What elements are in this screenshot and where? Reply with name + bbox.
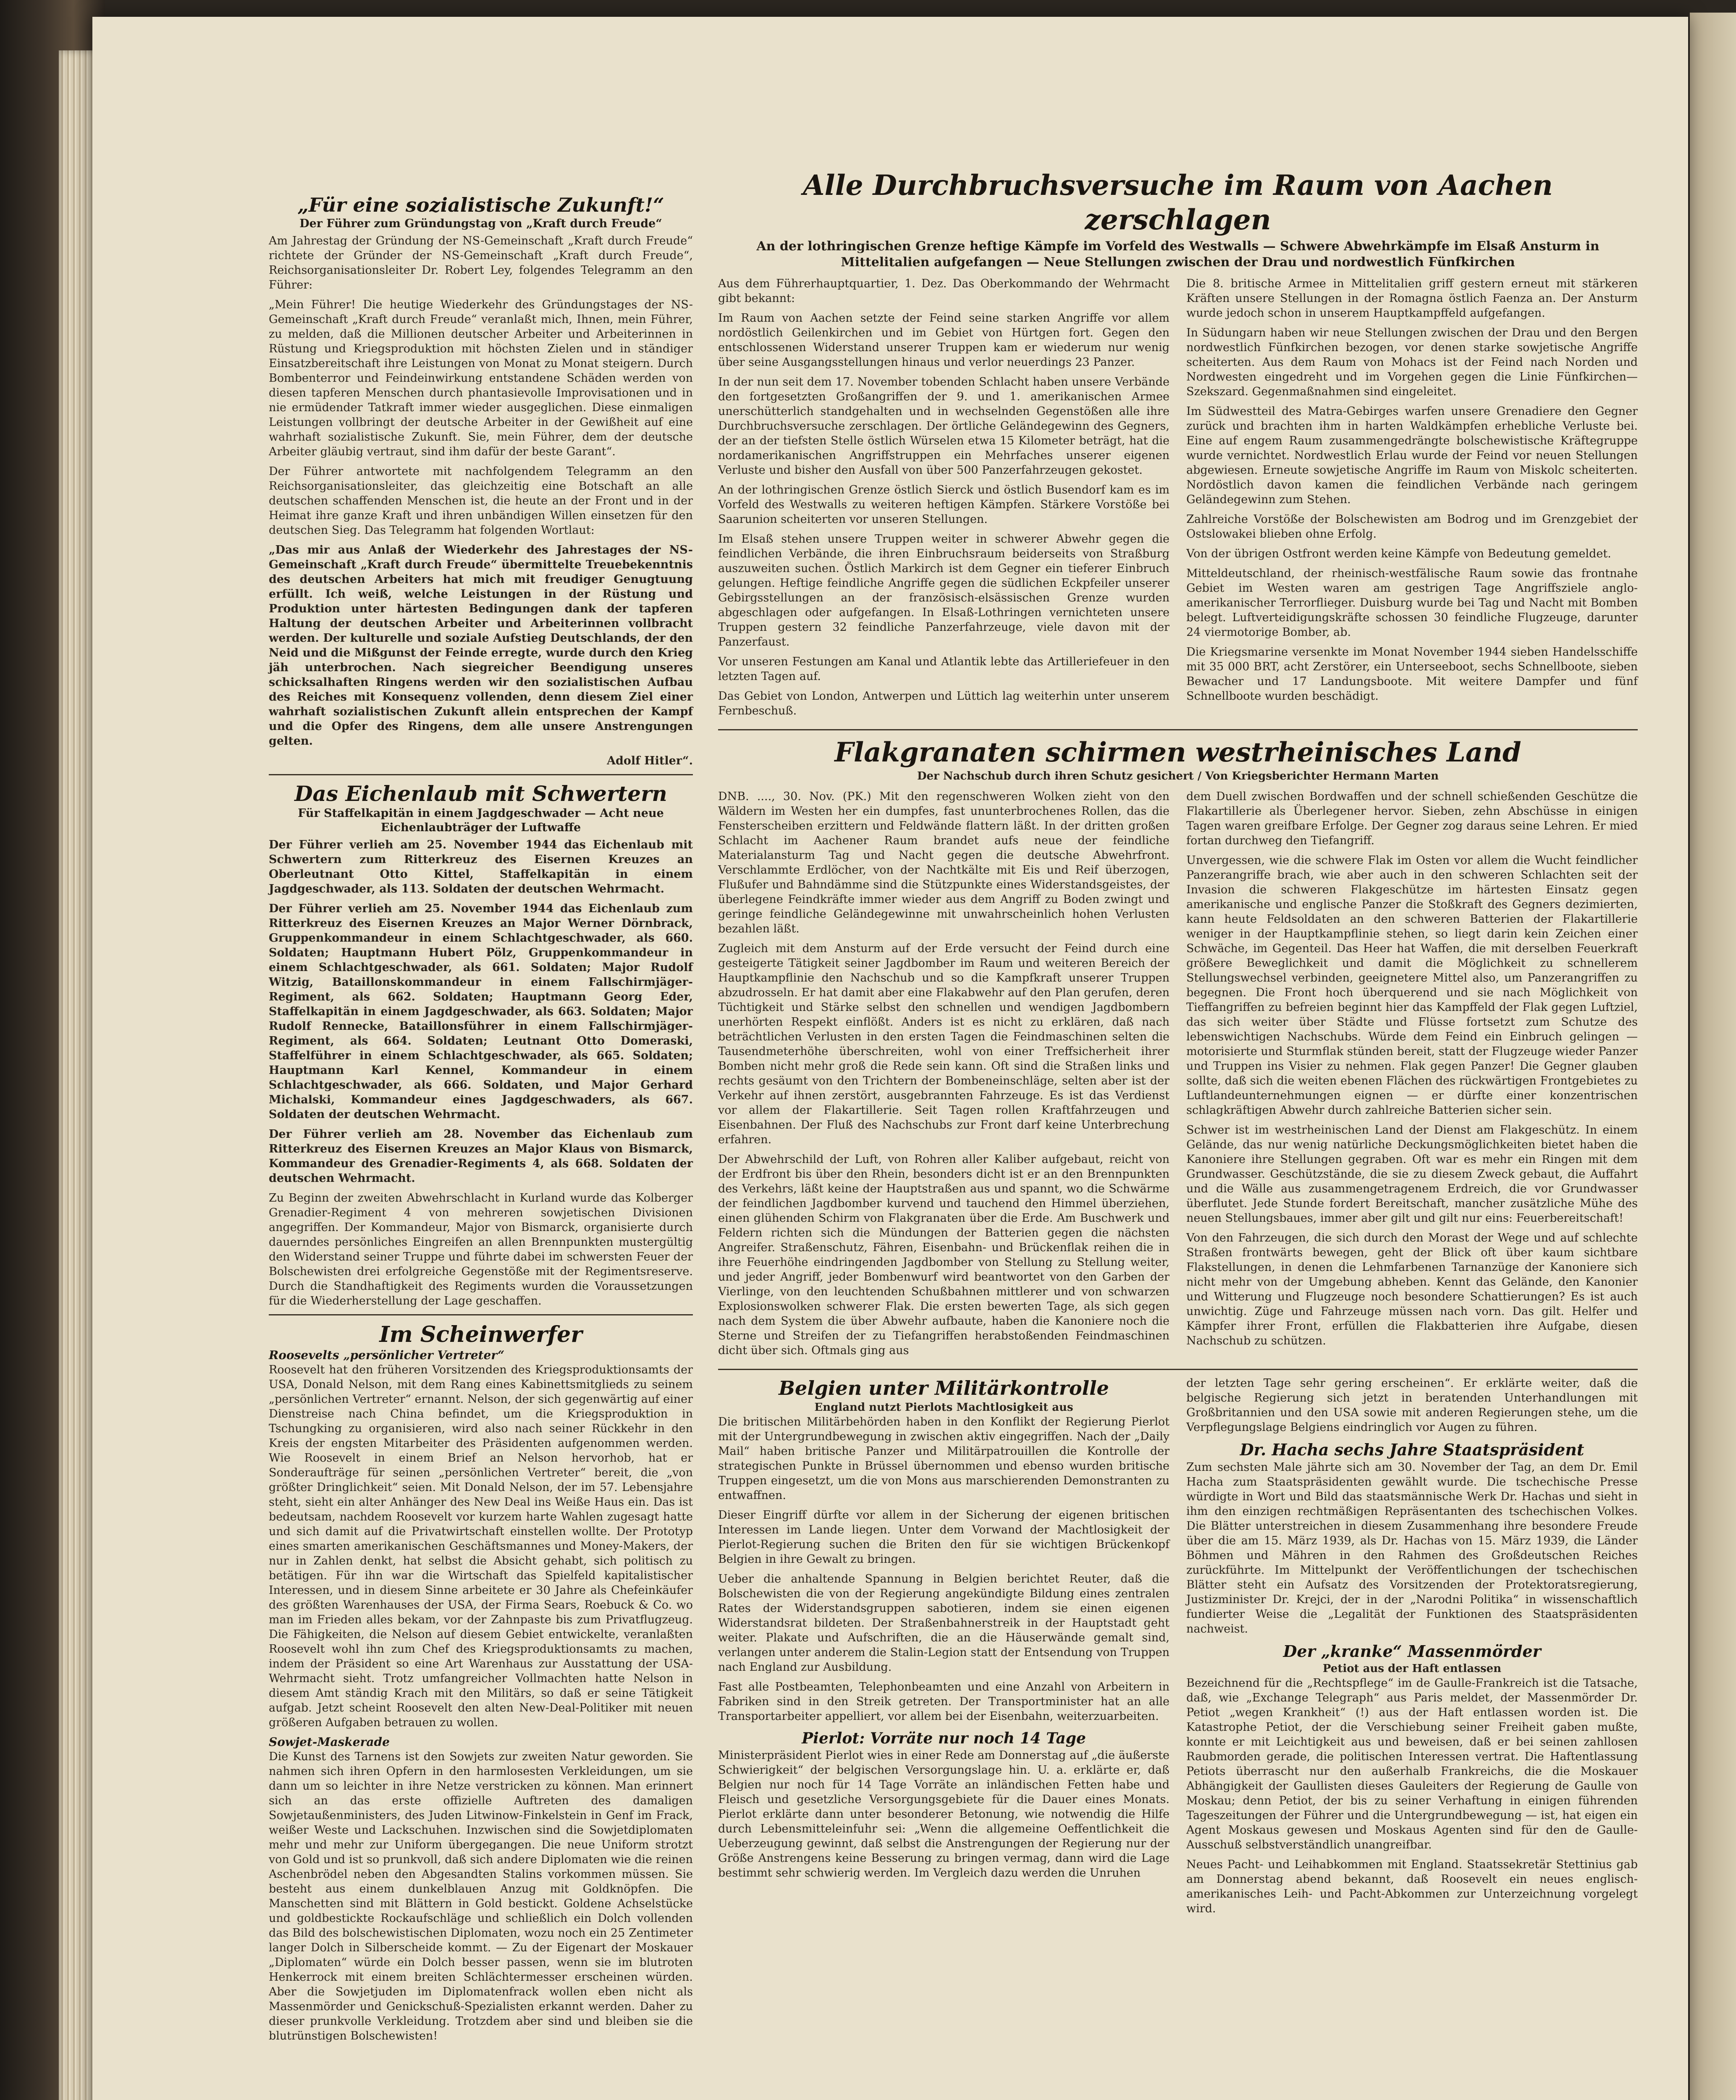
flak-paragraph: Der Abwehrschild der Luft, von Rohren aller Kaliber aufgebaut, reicht von der Erdfront bis über den Rhein, besonders dicht ist er an den Brennpunkten des Verkehrs, läßt keine der Hauptstraßen aus und spannt, wo die Schwärme der feindlichen Jagdbomber kurvend und tauchend den Himmel überziehen, einen glühenden Schirm von Flakgranaten über die Erde. Am Buschwerk und Feldern richten sich die Mündungen der Batterien gegen die nächsten Angreifer. Straßenschutz, Fähren, Eisenbahn- und Brückenflak reihen die in ihre Feuerhöhe eindringenden Jagdbomber von Stellung zu Stellung weiter, und jeder Angriff, jeder Bombenwurf wird beantwortet von den Garben der Vierlinge, von den leuchtenden Schußbahnen mittlerer und von schwarzen Explosionswolken schwerer Flak. Die ersten bewerten Tage, als sich gegen nach dem System die über Abwehr aufbaute, haben die Kanoniere noch die Sterne und Streifen der zu Tiefangriffen herabstoßenden Feindmaschinen dicht über sich. Oftmals ging aus — [718, 1153, 1170, 1357]
report-paragraph: Im Raum von Aachen setzte der Feind seine starken Angriffe vor allem nordöstlich Geilenkirchen und im Gebiet von Hürtgen fort. Gegen den entschlossenen Widerstand unserer Truppen kam er wiederum nur wenig über seine Ausgangsstellungen hinaus und verlor neuerdings 23 Panzer. — [718, 312, 1170, 369]
pierlot-paragraph: Ministerpräsident Pierlot wies in einer Rede am Donnerstag auf „die äußerste Schwierigkeit“ der belgischen Versorgungslage hin. U. a. erklärte er, daß Belgien nur noch für 14 Tage Vorräte an inländischen Fetten habe und Fleisch und gesetzliche Versorgungsgebiete für die Dauer eines Monats. Pierlot erklärte dann unter besonderer Betonung, wie notwendig die Hilfe durch Lebensmitteleinfuhr sei: „Wenn die allgemeine Oeffentlichkeit die Ueberzeugung gewinnt, daß selbst die Anstrengungen der Regierung nur der Größe Anstrengens keine Besserung zu bringen vermag, dann wird die Lage bestimmt sehr schwierig werden. Im Vergleich dazu werden die Unruhen — [718, 1749, 1170, 1880]
headline-eichenlaub: Das Eichenlaub mit Schwertern — [294, 781, 667, 806]
report-paragraph: In der nun seit dem 17. November tobenden Schlacht haben unsere Verbände den fortgesetzten Großangriffen der 9. und 1. amerikanischen Armee unerschütterlich standgehalten und in wechselnden Gegenstößen alle ihre Durchbruchsversuche zerschlagen. Der örtliche Geländegewinn des Gegners, der an der tiefsten Stelle östlich Würselen etwa 15 Kilometer beträgt, hat die nordamerikanischen Angriffstruppen ein Mehrfaches unserer eigenen Verluste und bisher den Ausfall von über 500 Panzerfahrzeugen gekostet. — [718, 375, 1170, 477]
belgium-paragraph: Dieser Eingriff dürfte vor allem in der Sicherung der eigenen britischen Interessen im Lande liegen. Unter dem Vorwand der Machtlosigkeit der Pierlot-Regierung suchen die Briten den für sie wichtigen Brückenkopf Belgien in ihre Gewalt zu bringen. — [718, 1509, 1170, 1566]
flak-paragraph: Von den Fahrzeugen, die sich durch den Morast der Wege und auf schlechte Straßen frontwärts bewegen, geht der Blick oft über kaum sichtbare Flakstellungen, in denen die Lehmfarbenen Tarnanzüge der Kanoniere sich nicht mehr von der Umgebung abheben. Kennt das Gelände, den Kanonier und Witterung und Flugzeuge noch besondere Schattierungen? Es ist auch unwichtig. Züge und Fahrzeuge müssen nach vorn. Das gilt. Helfer und Kämpfer ihrer Front, erfüllen die Flakbatterien ihre Aufgabe, diesen Nachschub zu schützen. — [1186, 1231, 1638, 1347]
sidehead-roosevelt: Roosevelts „persönlicher Vertreter“ — [269, 1348, 505, 1362]
report-paragraph: In Südungarn haben wir neue Stellungen zwischen der Drau und den Bergen nordwestlich Fünfkirchen bezogen, vor denen starke sowjetische Angriffe scheiterten. Aus dem Raum von Mohacs ist der Feind nach Norden und Nordwesten eingedreht und im Vorgehen gegen die Linie Fünfkirchen—Szekszard. Gegenmaßnahmen sind eingeleitet. — [1186, 326, 1638, 398]
report-paragraph: Im Elsaß stehen unsere Truppen weiter in schwerer Abwehr gegen die feindlichen Verbände, die ihren Einbruchsraum beiderseits von Straßburg auszuweiten suchen. Östlich Markirch ist dem Gegner ein tieferer Einbruch gelungen. Heftige feindliche Angriffe gegen die südlichen Eckpfeiler unserer Gebirgsstellungen an der französisch-elsässischen Grenze wurden abgeschlagen oder aufgefangen. In Elsaß-Lothringen vernichteten unsere Truppen gestern 32 feindliche Panzerfahrzeuge, viele davon mit der Panzerfaust. — [718, 533, 1170, 648]
paragraph: Der Führer antwortete mit nachfolgendem Telegramm an den Reichsorganisationsleiter, das gleichzeitig eine Botschaft an alle deutschen schaffenden Menschen ist, die heute an der Front und in der Heimat ihre ganze Kraft und ihren unbändigen Willen einsetzen für den deutschen Sieg. Das Telegramm hat folgenden Wortlaut: — [269, 465, 693, 537]
report-col-right — [1186, 276, 1638, 723]
main-story — [718, 168, 1638, 1921]
belgium-column — [718, 1376, 1170, 1921]
divider — [718, 729, 1638, 730]
petiot-paragraph: Bezeichnend für die „Rechtspflege“ im de Gaulle-Frankreich ist die Tatsache, daß, wie „Exchange Telegraph“ aus Paris meldet, der Massenmörder Dr. Petiot „wegen Krankheit“ (!) aus der Haft entlassen worden ist. Die Katastrophe Petiot, der die Verschiebung seiner Freiheit gaben mußte, konnte er mit Leichtigkeit aus und beweisen, daß er bei seinen zahllosen Raubmorden gerade, die politischen Interessen vertrat. Die Haftentlassung Petiots überrascht nur den außerhalb Frankreichs, die die Moskauer Abhängigkeit der Gaullisten dieses Gauleiters der Regierung de Gaulle von Moskau; denn Petiot, der bis zu seiner Verhaftung in einigen führenden Tageszeitungen der Führer und die Untergrundbewegung — ist, hat eigen ein Agent Moskaus gewesen und Moskaus Agenten sind für den de Gaulle-Ausschuß selbstverständlich unangreifbar. — [1186, 1677, 1638, 1851]
bottom-columns — [718, 1376, 1638, 1921]
paragraph: „Mein Führer! Die heutige Wiederkehr des Gründungstages der NS-Gemeinschaft „Kraft durch Freude“ veranlaßt mich, Ihnen, mein Führer, zu melden, daß die Millionen deutscher Arbeiter und Arbeiterinnen in Rüstung und Kriegsproduktion mit höchsten Zielen und in ständiger Einsatzbereitschaft ihre Leistungen von Monat zu Monat steigern. Durch Bombenterror und Feindeinwirkung entstandene Schäden werden von diesen tapferen Menschen durch phantasievolle Improvisationen und in nie ermüdender Tatkraft immer wieder ausgeglichen. Diese einmaligen Leistungen vollbringt der deutsche Arbeiter in der Gewißheit auf eine wahrhaft sozialistische Zukunft. Sie, mein Führer, dem der deutsche Arbeiter gläubig vertraut, sind ihm dafür der beste Garant“. — [269, 298, 693, 458]
paragraph: Der Führer verlieh am 28. November das Eichenlaub zum Ritterkreuz des Eisernen Kreuzes an Major Klaus von Bismarck, Kommandeur des Grenadier-Regiments 4, als 668. Soldaten der deutschen Wehrmacht. — [269, 1128, 693, 1185]
report-paragraph: Mitteldeutschland, der rheinisch-westfälische Raum sowie das frontnahe Gebiet im Westen waren am gestrigen Tage Angriffsziele anglo-amerikanischer Terrorflieger. Duisburg wurde bei Tag und Nacht mit Bomben belegt. Luftverteidigungskräfte schossen 30 feindliche Flugzeuge, darunter 24 viermotorige Bomber, ab. — [1186, 567, 1638, 639]
signature: Adolf Hitler“. — [607, 754, 693, 767]
report-paragraph: Das Gebiet von London, Antwerpen und Lüttich lag weiterhin unter unserem Fernbeschuß. — [718, 690, 1170, 717]
headline-scheinwerfer: Im Scheinwerfer — [379, 1322, 582, 1347]
paragraph: Die Kunst des Tarnens ist den Sowjets zur zweiten Natur geworden. Sie nahmen sich ihren Opfern in den harmlosesten Verkleidungen, um sie dann um so leichter in ihre Netze verstricken zu können. Man erinnert sich an das erste offizielle Auftreten des damaligen Sowjetaußenministers, des Juden Litwinow-Finkelstein in Genf im Frack, weißer Weste und Lackschuhen. Inzwischen sind die Sowjetdiplomaten mehr und mehr zur Uniform übergegangen. Die neue Uniform strotzt von Gold und ist so prunkvoll, daß sich andere Diplomaten wie die reinen Aschenbrödel neben den Abgesandten Stalins vorkommen müssen. Sie besteht aus einem dunkelblauen Anzug mit Goldknöpfen. Die Manschetten sind mit Blättern in Gold bestickt. Goldene Achselstücke und goldbestickte Rockaufschläge und schließlich ein Dolch vollenden das Bild des bolschewistischen Diplomaten, wozu noch ein 25 Zentimeter langer Dolch in Silberscheide kommt. — Zu der Eigenart der Moskauer „Diplomaten“ würde ein Dolch besser passen, wenn sie im blutroten Henkerrock mit einem breiten Schlächtermesser erscheinen würden. Aber die Sowjetjuden im Diplomatenfrack wollen eben nicht als Massenmörder und Genickschuß-Spezialisten erkannt werden. Daher zu dieser prunkvolle Verkleidung. Trotzdem aber sind und bleiben sie die blutrünstigen Bolschewisten! — [269, 1750, 693, 2042]
byline-belgien: England nutzt Pierlots Machtlosigkeit aus — [814, 1401, 1073, 1414]
report-paragraph: Vor unseren Festungen am Kanal und Atlantik lebte das Artilleriefeuer in den letzten Tagen auf. — [718, 655, 1170, 683]
paragraph: Der Führer verlieh am 25. November 1944 das Eichenlaub mit Schwertern zum Ritterkreuz des Eisernen Kreuzes an Oberleutnant Otto Kittel, Staffelkapitän in einem Jagdgeschwader, als 113. Soldaten der deutschen Wehrmacht. — [269, 838, 693, 895]
report-columns — [718, 276, 1638, 723]
lend-lease-paragraph: Neues Pacht- und Leihabkommen mit England. Staatssekretär Stettinius gab am Donnerstag abend bekannt, daß Roosevelt ein neues englisch-amerikanisches Leih- und Pacht-Abkommen zur Unterzeichnung vorgelegt wird. — [1186, 1858, 1638, 1915]
byline-flak: Der Nachschub durch ihren Schutz gesichert / Von Kriegsberichter Hermann Marten — [917, 770, 1439, 782]
report-paragraph: Die 8. britische Armee in Mittelitalien griff gestern erneut mit stärkeren Kräften unsere Stellungen in der Romagna östlich Faenza an. Der Ansturm wurde jedoch schon in unserem Hauptkampffeld aufgefangen. — [1186, 277, 1638, 320]
paragraph: Am Jahrestag der Gründung der NS-Gemeinschaft „Kraft durch Freude“ richtete der Gründer der NS-Gemeinschaft „Kraft durch Freude“, Reichsorganisationsleiter Dr. Robert Ley, folgendes Telegramm an den Führer: — [269, 234, 693, 291]
divider — [718, 1369, 1638, 1370]
report-paragraph: Aus dem Führerhauptquartier, 1. Dez. Das Oberkommando der Wehrmacht gibt bekannt: — [718, 277, 1170, 305]
divider — [269, 774, 693, 775]
newspaper-page — [92, 17, 1688, 2100]
flak-columns — [718, 789, 1638, 1363]
left-column — [269, 193, 693, 2048]
paragraph: Der Führer verlieh am 25. November 1944 das Eichenlaub zum Ritterkreuz des Eisernen Kreuzes an Major Werner Dörnbrack, Gruppenkommandeur in einem Schlachtgeschwader, als 660. Soldaten; Hauptmann Hubert Pölz, Gruppenkommandeur in einem Schlachtgeschwader, als 661. Soldaten; Major Rudolf Witzig, Bataillonskommandeur in einem Fallschirmjäger-Regiment, als 662. Soldaten; Hauptmann Georg Eder, Staffelkapitän in einem Jagdgeschwader, als 663. Soldaten; Major Rudolf Rennecke, Bataillonsführer in einem Fallschirmjäger-Regiment, als 664. Soldaten; Leutnant Otto Domeraski, Staffelführer in einem Schlachtgeschwader, als 665. Soldaten; Hauptmann Karl Kennel, Kommandeur in einem Schlachtgeschwader, als 666. Soldaten, und Major Gerhard Michalski, Kommandeur eines Jagdgeschwaders, als 667. Soldaten der deutschen Wehrmacht. — [269, 902, 693, 1121]
headline-flakgranaten: Flakgranaten schirmen westrheinisches Land — [834, 737, 1521, 768]
paragraph: Roosevelt hat den früheren Vorsitzenden des Kriegsproduktionsamts der USA, Donald Nelson, mit dem Rang eines Kabinettsmitglieds zu seinem „persönlichen Vertreter“ ernannt. Nelson, der sich gegenwärtig auf einer Dienstreise nach China befindet, um die Kriegsproduktion in Tschungking zu organisieren, wird also nach seiner Rückkehr in den Kreis der engsten Mitarbeiter des Präsidenten aufgenommen werden. Wie Roosevelt in einem Brief an Nelson hervorhob, hat er Sonderaufträge für seinen „persönlichen Vertreter“ bereit, die „von größter Dringlichkeit“ seien. Mit Donald Nelson, der im 57. Lebensjahre steht, sieht ein alter Anhänger des New Deal ins Weiße Haus ein. Das ist bedeutsam, nachdem Roosevelt vor kurzem harte Wahlen zugesagt hatte und sich damit auf die Privatwirtschaft einstellen wollte. Der Prototyp eines smarten amerikanischen Geschäftsmannes und Money-Makers, der nur in Zahlen denkt, hat selbst die Absicht gehabt, sich politisch zu betätigen. Für ihn war die Wirtschaft das Spielfeld kapitalistischer Interessen, und in diesem Sinne arbeitete er 30 Jahre als Chefeinkäufer des größten Warenhauses der USA, der Firma Sears, Roebuck & Co. wo man im Frieden alles bekam, vor der Zahnpaste bis zum Privatflugzeug. Die Fähigkeiten, die Nelson auf diesem Gebiet entwickelte, veranlaßten Roosevelt wohl ihn zum Chef des Kriegsproduktionsamts zu machen, indem der Präsident so eine Art Warenhaus zur Ausstattung der USA-Wehrmacht sieht. Trotz umfangreicher Vollmachten hatte Nelson in diesem Amt ständig Krach mit den Militärs, so daß er seine Tätigkeit aufgab. Jetzt scheint Roosevelt den alten New-Deal-Politiker mit neuen größeren Aufgaben betrauen zu wollen. — [269, 1363, 693, 1729]
main-subheadline: An der lothringischen Grenze heftige Kämpfe im Vorfeld des Westwalls — Schwere Abwehrkämpfe im Elsaß Ansturm in Mittelitalien aufgefangen — Neue Stellungen zwischen der Drau und nordwestlich Fünfkirchen — [756, 239, 1600, 270]
facing-page-edge — [1690, 13, 1736, 2100]
paragraph: „Das mir aus Anlaß der Wiederkehr des Jahrestages der NS-Gemeinschaft „Kraft durch Freude“ übermittelte Treuebekenntnis des deutschen Arbeiters hat mich mit freudiger Genugtuung erfüllt. Ich weiß, welche Leistungen in der Rüstung und Produktion unter härtesten Bedingungen dank der tapferen Haltung der deutschen Arbeiter und Arbeiterinnen vollbracht werden. Der kulturelle und soziale Aufstieg Deutschlands, der den Neid und die Mißgunst der Feinde erregte, wurde durch den Krieg jäh unterbrochen. Nach siegreicher Beendigung unseres schicksalhaften Ringens werden wir den sozialistischen Aufbau des Reiches mit Konsequenz vollenden, denn diesem Ziel einer wahrhaft sozialistischen Zukunft allein entsprechen der Kampf und die Opfer des Ringens, dem alle unsere Anstrengungen gelten. — [269, 543, 693, 748]
subheadline-eichenlaub: Für Staffelkapitän in einem Jagdgeschwader — Acht neue Eichenlaubträger der Luftwaffe — [298, 807, 664, 834]
belgium-paragraph: Fast alle Postbeamten, Telephonbeamten und eine Anzahl von Arbeitern in Fabriken sind in den Streik getreten. Der Transportminister hat an alle Transportarbeiter appelliert, vor allem bei der Eisenbahn, weiterzuarbeiten. — [718, 1680, 1170, 1723]
headline-petiot: Der „kranke“ Massenmörder — [1283, 1642, 1541, 1661]
right-bottom-column — [1186, 1376, 1638, 1921]
flak-paragraph: Schwer ist im westrheinischen Land der Dienst am Flakgeschütz. In einem Gelände, das nur wenig natürliche Deckungsmöglichkeiten bietet haben die Kanoniere ihre Stellungen gegraben. Oft war es mehr ein Ringen mit dem Grundwasser. Geschützstände, die sie zu diesem Zweck gebaut, die Auffahrt und die Wälle aus zusammengetragenem Erdreich, die vor Grundwasser überflutet. Jede Stunde fordert Bereitschaft, mancher zusätzliche Mühe des neuen Stellungsbaues, immer aber gilt und gilt nur eins: Feuerbereitschaft! — [1186, 1124, 1638, 1225]
flak-paragraph: Zugleich mit dem Ansturm auf der Erde versucht der Feind durch eine gesteigerte Tätigkeit seiner Jagdbomber im Raum und weiteren Bereich der Hauptkampflinie den Nachschub und so die Kampfkraft unserer Truppen abzudrosseln. Er hat damit aber eine Flakabwehr auf den Plan gerufen, deren Tüchtigkeit und Stärke selbst den schnellen und wendigen Jagdbombern unerhörten Respekt einflößt. Anders ist es nicht zu erklären, daß nach beträchtlichen Verlusten in den ersten Tagen die Feindmaschinen selten die Tausendmeterhöhe überschreiten, wohl von einer Treffsicherheit ihrer Bomben nicht mehr groß die Rede sein kann. Oft sind die Straßen links und rechts gesäumt von den Trichtern der Bombeneinschläge, selten aber ist der Verkehr auf ihnen zerstört, ausgebrannten Fahrzeuge. Es ist das Verdienst vor allem der Flakartillerie. Seit Tagen rollen Kraftfahrzeugen und Eisenbahnen. Der Fluß des Nachschubs zur Front darf keine Unterbrechung erfahren. — [718, 942, 1170, 1146]
flak-paragraph: dem Duell zwischen Bordwaffen und der schnell schießenden Geschütze die Flakartillerie als Überlegener hervor. Sieben, zehn Abschüsse in einigen Tagen waren greifbare Erfolge. Der Gegner zog daraus seine Lehren. Er mied fortan durchweg den Tiefangriff. — [1186, 790, 1638, 847]
byline-petiot: Petiot aus der Haft entlassen — [1322, 1662, 1502, 1675]
report-paragraph: An der lothringischen Grenze östlich Sierck und östlich Busendorf kam es im Vorfeld des Westwalls zu weiteren heftigen Kämpfen. Stärkere Vorstöße bei Saarunion scheiterten vor unseren Stellungen. — [718, 483, 1170, 526]
hacha-paragraph: Zum sechsten Male jährte sich am 30. November der Tag, an dem Dr. Emil Hacha zum Staatspräsidenten gewählt wurde. Die tschechische Presse würdigte in Wort und Bild das staatsmännische Werk Dr. Hachas und sieht in ihm den einzigen rechtmäßigen Repräsentanten des tschechischen Volkes. Die Blätter unterstreichen in diesem Zusammenhang ihre besondere Freude über die am 15. März 1939, als Dr. Hachas von 15. März 1939, die Länder Böhmen und Mähren in den Rahmen des Großdeutschen Reiches zurückführte. Im Mittelpunkt der Veröffentlichungen der tschechischen Blätter steht ein Aufsatz des Vorsitzenden der Protektoratsregierung, Justizminister Dr. Krejci, der in der „Narodni Politika“ in wissenschaftlich fundierter Weise die „Legalität der Funktionen des Staatspräsidenten nachweist. — [1186, 1461, 1638, 1635]
flak-paragraph: DNB. ...., 30. Nov. (PK.) Mit den regenschweren Wolken zieht von den Wäldern im Westen her ein dumpfes, fast ununterbrochenes Rollen, das die Fensterscheiben erzittern und Feldwände flattern läßt. In der dritten großen Schlacht im Aachener Raum brandet aufs neue der feindliche Materialansturm Tag und Nacht gegen die deutsche Abwehrfront. Verschlammte Erdlöcher, von der Nachtkälte mit Eis und Reif überzogen, Flußufer und Bahndämme sind die Stützpunkte eines Widerstandsgeistes, der überlegene Feindkräfte immer wieder aus dem Angriff zu Boden zwingt und geringe feindliche Geländegewinne mit unwahrscheinlich hohen Verlusten bezahlen läßt. — [718, 790, 1170, 935]
sidehead-sowjet-maskerade: Sowjet-Maskerade — [269, 1735, 390, 1749]
headline-sozialistische-zukunft: „Für eine sozialistische Zukunft!“ — [297, 194, 664, 216]
report-paragraph: Die Kriegsmarine versenkte im Monat November 1944 sieben Handelsschiffe mit 35 000 BRT, acht Zerstörer, ein Unterseeboot, sechs Schnellboote, sieben Bewacher und 17 Landungsboote. Mit weitere Dampfer und fünf Schnellboote wurden beschädigt. — [1186, 646, 1638, 703]
belgium-paragraph: Die britischen Militärbehörden haben in den Konflikt der Regierung Pierlot mit der Untergrundbewegung in zwischen aktiv eingegriffen. Nach der „Daily Mail“ haben britische Panzer und Militärpatrouillen die Kontrolle der strategischen Punkte in Brüssel übernommen und ebenso wurden britische Truppen eingesetzt, um die von Mons aus marschierenden Demonstranten zu entwaffnen. — [718, 1415, 1170, 1502]
main-headline: Alle Durchbruchsversuche im Raum von Aachen zerschlagen — [803, 169, 1553, 236]
report-paragraph: Zahlreiche Vorstöße der Bolschewisten am Bodrog und im Grenzgebiet der Ostslowakei blieben ohne Erfolg. — [1186, 513, 1638, 541]
flak-paragraph: Unvergessen, wie die schwere Flak im Osten vor allem die Wucht feindlicher Panzerangriffe brach, wie aber auch in den schweren Schlachten seit der Invasion die schweren Flakgeschütze im härtesten Einsatz gegen amerikanische und englische Panzer die Stoßkraft des Gegners dezimierten, kann heute Feldsoldaten an den schweren Batterien der Flakartillerie weniger in der Hauptkampflinie stehen, so liegt darin kein Zeichen einer Schwäche, im Gegenteil. Das Heer hat Waffen, die mit derselben Feuerkraft größere Beweglichkeit und damit die Möglichkeit zu schnellerem Stellungswechsel verbinden, geeignetere Mittel also, um Panzerangriffen zu begegnen. Die Front hoch überquerend und sie nach Möglichkeit von Tieffangriffen zu befreien beginnt hier das Kampffeld der Flak gegen Luftziel, das sich weiter über Städte und Flüsse fortsetzt zum Schutze des lebenswichtigen Nachschubs. Würde dem Feind ein Einbruch gelingen — motorisierte und Sturmflak stünden bereit, statt der Flugzeuge wieder Panzer und Truppen ins Visier zu nehmen. Flak gegen Panzer! Die Gegner glauben sollte, daß sich die weiten ebenen Flächen des rückwärtigen Frontgebietes zu Luftlandeunternehmungen eignen — er dürfte einer konzentrischen schlagkräftigen Abwehr durch zahlreiche Batterien sicher sein. — [1186, 854, 1638, 1117]
flak-col-left — [718, 789, 1170, 1363]
headline-hacha: Dr. Hacha sechs Jahre Staatspräsident — [1240, 1440, 1584, 1459]
report-paragraph: Im Südwestteil des Matra-Gebirges warfen unsere Grenadiere den Gegner zurück und brachten ihm in harten Waldkämpfen erhebliche Verluste bei. Eine auf engem Raum zusammengedrängte bolschewistische Kräftegruppe wurde vernichtet. Nordwestlich Erlau wurde der Feind vor neuen Stellungen abgewiesen. Erneute sowjetische Angriffe im Raum von Miskolc scheiterten. Nordöstlich davon kamen die feindlichen Verbände nach geringem Geländegewinn zum Stehen. — [1186, 405, 1638, 506]
report-paragraph: Von der übrigen Ostfront werden keine Kämpfe von Bedeutung gemeldet. — [1186, 547, 1611, 560]
report-col-left — [718, 276, 1170, 723]
headline-pierlot: Pierlot: Vorräte nur noch 14 Tage — [802, 1730, 1086, 1747]
belgium-paragraph: Ueber die anhaltende Spannung in Belgien berichtet Reuter, daß die Bolschewisten die von der Regierung angekündigte Bildung eines zentralen Rates der Widerstandsgruppen sabotieren, indem sie einen eigenen Widerstandsrat bildeten. Der Straßenbahnerstreik in der Hauptstadt geht weiter. Plakate und Aufschriften, die an die Häuserwände gemalt sind, verlangen unter anderem die Stalin-Legion statt der Entsendung von Truppen nach England zur Ausbildung. — [718, 1572, 1170, 1674]
divider — [269, 1314, 693, 1315]
flak-col-right — [1186, 789, 1638, 1363]
subheadline-kdf: Der Führer zum Gründungstag von „Kraft durch Freude“ — [299, 217, 662, 230]
continued-paragraph: der letzten Tage sehr gering erscheinen“. Er erklärte weiter, daß die belgische Regierung sich jetzt in beratenden Unterhandlungen mit Großbritannien und den USA sowie mit anderen Regierungen stehe, um die Verpflegungslage Belgiens eindringlich vor Augen zu führen. — [1186, 1377, 1638, 1434]
headline-belgien: Belgien unter Militärkontrolle — [779, 1377, 1109, 1399]
page-content — [269, 168, 1638, 2100]
paragraph: Zu Beginn der zweiten Abwehrschlacht in Kurland wurde das Kolberger Grenadier-Regiment 4 von mehreren sowjetischen Divisionen angegriffen. Der Kommandeur, Major von Bismarck, organisierte durch dauerndes persönliches Eingreifen an allen Brennpunkten mustergültig den Widerstand seiner Truppe und führte dabei im schwersten Feuer der Bolschewisten drei erfolgreiche Gegenstöße mit der Regimentsreserve. Durch die Standhaftigkeit des Regiments wurden die Voraussetzungen für die Wiederherstellung der Lage geschaffen. — [269, 1192, 693, 1307]
